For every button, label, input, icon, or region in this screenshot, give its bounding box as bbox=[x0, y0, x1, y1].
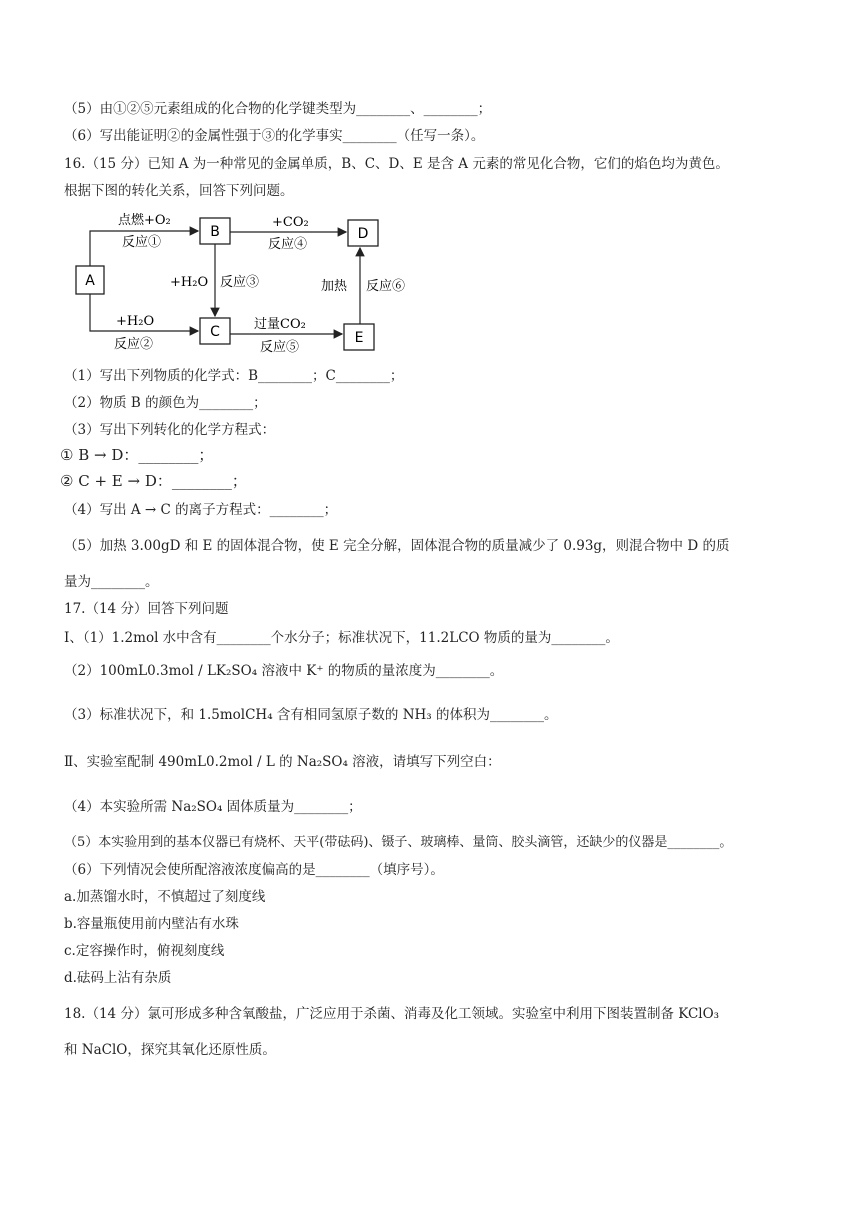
q16-part3: （3）写出下列转化的化学方程式： bbox=[64, 422, 276, 438]
label-r5-bottom: 反应⑤ bbox=[260, 340, 300, 355]
svg-text:C: C bbox=[210, 324, 220, 340]
q17-section2: Ⅱ、实验室配制 490mL0.2mol / L 的 Na₂SO₄ 溶液，请填写下列空白： bbox=[64, 754, 501, 770]
label-r4-bottom: 反应④ bbox=[268, 237, 308, 252]
q17-part2: （2）100mL0.3mol / LK₂SO₄ 溶液中 K⁺ 的物质的量浓度为________。 bbox=[64, 663, 504, 679]
box-a bbox=[76, 266, 104, 294]
q17-part3: （3）标准状况下，和 1.5molCH₄ 含有相同氢原子数的 NH₃ 的体积为________。 bbox=[64, 707, 558, 723]
svg-text:D: D bbox=[357, 226, 369, 242]
q15-part6: （6）写出能证明②的金属性强于③的化学事实________（任写一条）。 bbox=[64, 128, 485, 144]
label-r5-top: 过量CO₂ bbox=[254, 317, 306, 332]
svg-text:E: E bbox=[354, 330, 364, 346]
label-r1-bottom: 反应① bbox=[122, 235, 162, 250]
q17-part1: Ⅰ、（1）1.2mol 水中含有________个水分子；标准状况下，11.2LCO 物质的量为________。 bbox=[64, 630, 619, 646]
q17-option-d: d.砝码上沾有杂质 bbox=[64, 970, 172, 986]
label-r6-right: 反应⑥ bbox=[366, 279, 406, 294]
box-d bbox=[348, 220, 378, 246]
q18-stem-line2: 和 NaClO，探究其氧化还原性质。 bbox=[64, 1042, 276, 1058]
svg-text:A: A bbox=[85, 273, 95, 289]
q16-stem-line1: 16.（15 分）已知 A 为一种常见的金属单质，B、C、D、E 是含 A 元素的常见化合物，它们的焰色均为黄色。 bbox=[64, 156, 729, 172]
label-r4-top: +CO₂ bbox=[272, 215, 309, 230]
reaction-diagram bbox=[68, 208, 428, 358]
q16-part4: （4）写出 A → C 的离子方程式：________； bbox=[64, 502, 338, 518]
label-r6-left: 加热 bbox=[321, 279, 348, 294]
q16-part5-line2: 量为________。 bbox=[64, 574, 159, 590]
q18-stem-line1: 18.（14 分）氯可形成多种含氧酸盐，广泛应用于杀菌、消毒及化工领域。实验室中利用下图装置制备 KClO₃ bbox=[64, 1006, 720, 1022]
q17-option-a: a.加蒸馏水时，不慎超过了刻度线 bbox=[64, 889, 266, 905]
q15-part5: （5）由①②⑤元素组成的化合物的化学键类型为________、________； bbox=[64, 101, 492, 117]
q17-part4: （4）本实验所需 Na₂SO₄ 固体质量为________； bbox=[64, 799, 362, 815]
label-r2-bottom: 反应② bbox=[114, 337, 154, 352]
q16-stem-line2: 根据下图的转化关系，回答下列问题。 bbox=[64, 183, 294, 199]
label-r3-right: 反应③ bbox=[220, 275, 260, 290]
label-r3-left: +H₂O bbox=[170, 275, 209, 290]
q16-part5-line1: （5）加热 3.00gD 和 E 的固体混合物，使 E 完全分解，固体混合物的质量减少了 0.93g，则混合物中 D 的质 bbox=[64, 538, 730, 554]
q17-part6: （6）下列情况会使所配溶液浓度偏高的是________（填序号）。 bbox=[64, 862, 444, 878]
box-c bbox=[200, 318, 230, 344]
q16-part1: （1）写出下列物质的化学式：B________；C________； bbox=[64, 368, 404, 384]
q16-part3-item2: ② C + E → D：________； bbox=[60, 472, 247, 490]
label-r1-top: 点燃+O₂ bbox=[118, 213, 171, 228]
q17-option-b: b.容量瓶使用前内壁沾有水珠 bbox=[64, 916, 239, 932]
box-b bbox=[200, 218, 230, 244]
svg-text:B: B bbox=[210, 224, 220, 240]
q17-stem: 17.（14 分）回答下列问题 bbox=[64, 601, 229, 617]
q17-option-c: c.定容操作时，俯视刻度线 bbox=[64, 943, 225, 959]
q16-part2: （2）物质 B 的颜色为________； bbox=[64, 395, 267, 411]
q17-part5: （5）本实验用到的基本仪器已有烧杯、天平(带砝码)、镊子、玻璃棒、量筒、胶头滴管，还缺少的仪器是________。 bbox=[64, 835, 733, 850]
label-r2-top: +H₂O bbox=[116, 314, 155, 329]
q16-part3-item1: ① B → D：________； bbox=[60, 446, 214, 464]
box-e bbox=[344, 324, 374, 350]
